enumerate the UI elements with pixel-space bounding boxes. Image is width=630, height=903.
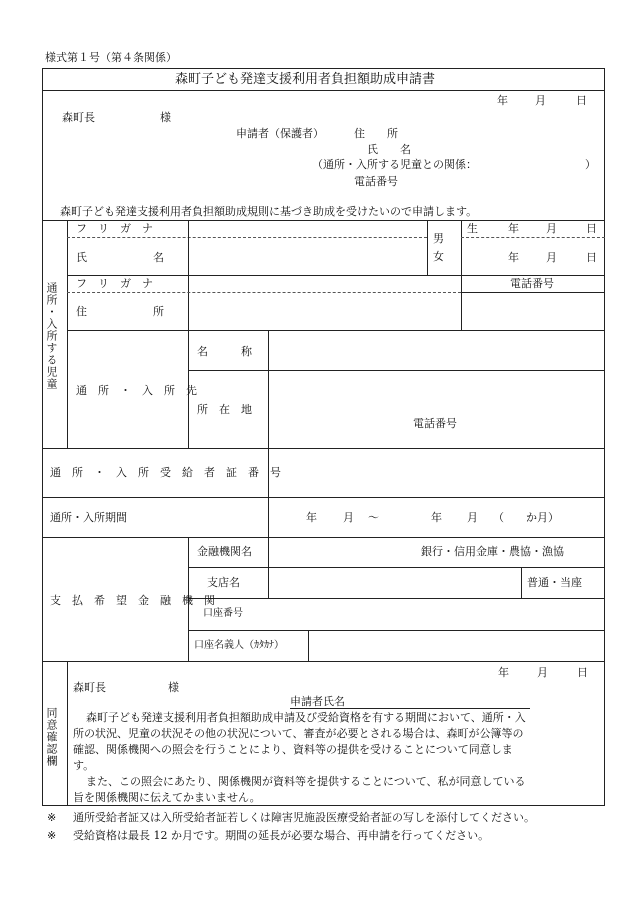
birth-year: 年: [508, 251, 519, 264]
facility-name-field[interactable]: [270, 332, 603, 368]
consent-label-divider: [67, 661, 68, 806]
consent-line-2: 所の状況、児童の状況その他の状況について、審査が必要とされる場合は、森町が公簿等の: [73, 727, 524, 740]
birth-label-day: 日: [586, 222, 597, 235]
furigana-dashed-2: [67, 292, 461, 293]
child-furigana-label: フ リ ガ ナ: [76, 222, 153, 235]
application-statement: 森町子ども発達支援利用者負担額助成規則に基づき助成を受けたいので申請します。: [60, 205, 478, 218]
note-2-text: 受給資格は最長 12 か月です。期間の延長が必要な場合、再申請を行ってください。: [73, 829, 490, 842]
bank-section-label: 支 払 希 望 金 融 機 関: [50, 594, 215, 607]
birth-label-month: 月: [546, 222, 557, 235]
certificate-field[interactable]: [270, 450, 603, 495]
period-label: 通所・入所期間: [50, 511, 127, 524]
consent-line-5: また、この照会にあたり、関係機関が資料等を提供することについて、私が同意している: [86, 775, 526, 788]
applicant-label: 申請者（保護者）: [236, 127, 324, 140]
child-name-field[interactable]: [190, 240, 426, 274]
child-address-label: 住 所: [76, 305, 164, 318]
birth-label-year: 年: [508, 222, 519, 235]
applicant-name-underline: [290, 708, 530, 709]
header-month: 月: [535, 94, 546, 107]
consent-line-3: 確認、関係機関への照会を行うことにより、資料等の提供を受けることについて同意しま: [73, 743, 513, 756]
certificate-label: 通 所 ・ 入 所 受 給 者 証 番 号: [50, 466, 281, 479]
facility-name-label: 名 称: [197, 345, 252, 358]
period-year2: 年: [431, 511, 442, 524]
institution-field[interactable]: [270, 539, 410, 566]
consent-addressee: 森町長: [73, 681, 106, 694]
consent-line-4: す。: [73, 759, 95, 772]
child-phone-label: 電話番号: [510, 277, 554, 290]
child-section-label: 通所・入所する児童: [45, 282, 58, 390]
facility-value-divider: [268, 330, 269, 448]
institution-types[interactable]: 銀行・信用金庫・農協・漁協: [421, 545, 564, 558]
consent-line-1: 森町子ども発達支援利用者負担額助成申請及び受給資格を有する期間において、通所・入: [86, 711, 526, 724]
consent-month: 月: [537, 666, 548, 679]
facility-address-field[interactable]: [270, 372, 603, 416]
consent-line-6: 旨を関係機関に伝えてかまいません。: [73, 791, 261, 804]
relation-close: ）: [585, 158, 596, 171]
account-type[interactable]: 普通・当座: [527, 576, 582, 589]
birth-day: 日: [586, 251, 597, 264]
furigana-dashed-1: [67, 237, 427, 238]
branch-label: 支店名: [207, 576, 240, 589]
facility-row-divider: [188, 370, 605, 371]
bank-section-bottom: [42, 661, 605, 662]
facility-phone-label: 電話番号: [413, 417, 457, 430]
phone-divider: [461, 292, 605, 293]
period-months: （ か月）: [493, 511, 559, 524]
consent-year: 年: [498, 666, 509, 679]
relation-field[interactable]: [500, 155, 582, 171]
sex-left-divider: [427, 220, 428, 275]
consent-day: 日: [577, 666, 588, 679]
facility-address-label: 所 在 地: [197, 403, 252, 416]
header-day: 日: [576, 94, 587, 107]
applicant-address-field[interactable]: [410, 124, 590, 140]
account-holder-label: 口座名義人（ｶﾀｶﾅ）: [194, 640, 284, 651]
header-year: 年: [497, 94, 508, 107]
addressee: 森町長: [62, 111, 95, 124]
child-section-bottom: [42, 448, 605, 449]
form-title: 森町子ども発達支援利用者負担額助成申請書: [175, 72, 436, 87]
account-number-label: 口座番号: [203, 608, 243, 619]
sex-female[interactable]: 女: [433, 250, 444, 263]
bank-row-1: [188, 567, 605, 568]
note-2-mark: ※: [47, 829, 57, 842]
birth-label: 生: [467, 222, 478, 235]
facility-label: 通 所 ・ 入 所 先: [76, 384, 197, 397]
child-label-divider: [67, 220, 68, 448]
applicant-phone-field[interactable]: [410, 172, 590, 188]
account-holder-field[interactable]: [310, 632, 603, 660]
form-number: 様式第１号（第４条関係）: [45, 51, 177, 64]
child-phone-field[interactable]: [463, 294, 603, 328]
bank-row-3: [188, 630, 605, 631]
holder-divider: [308, 630, 309, 661]
child-address-field[interactable]: [190, 294, 460, 328]
applicant-name-field[interactable]: [410, 140, 590, 156]
birth-dashed: [461, 237, 605, 238]
child-name-label: 氏 名: [76, 251, 164, 264]
birth-month: 月: [546, 251, 557, 264]
applicant-address-label: 住 所: [354, 127, 398, 140]
consent-sama: 様: [168, 681, 179, 694]
applicant-name-label: 氏 名: [367, 143, 411, 156]
consent-applicant-name-label: 申請者氏名: [290, 695, 345, 708]
account-type-divider: [521, 567, 522, 598]
addressee-sama: 様: [160, 111, 171, 124]
institution-label: 金融機関名: [197, 545, 252, 558]
cert-row-bottom: [42, 497, 605, 498]
child-furigana-field[interactable]: [190, 221, 426, 236]
account-number-field[interactable]: [270, 600, 603, 629]
child-row-divider-2: [67, 330, 605, 331]
applicant-phone-label: 電話番号: [354, 175, 398, 188]
branch-field[interactable]: [270, 569, 520, 597]
address-furigana-label: フ リ ガ ナ: [76, 277, 153, 290]
period-month1: 月: [343, 511, 354, 524]
period-year1: 年: [306, 511, 317, 524]
sex-male[interactable]: 男: [433, 232, 444, 245]
note-1-text: 通所受給者証又は入所受給者証若しくは障害児施設医療受給者証の写しを添付してください。: [73, 811, 535, 824]
consent-section-label: 同意確認欄: [45, 707, 58, 767]
note-1-mark: ※: [47, 811, 57, 824]
period-row-bottom: [42, 537, 605, 538]
relation-label: （通所・入所する児童との関係：: [312, 158, 477, 171]
period-tilde: ～: [368, 511, 379, 524]
consent-applicant-name-field[interactable]: [350, 692, 530, 707]
title-divider: [42, 90, 605, 91]
address-furigana-field[interactable]: [190, 276, 460, 291]
bank-row-2: [188, 598, 605, 599]
period-month2: 月: [467, 511, 478, 524]
